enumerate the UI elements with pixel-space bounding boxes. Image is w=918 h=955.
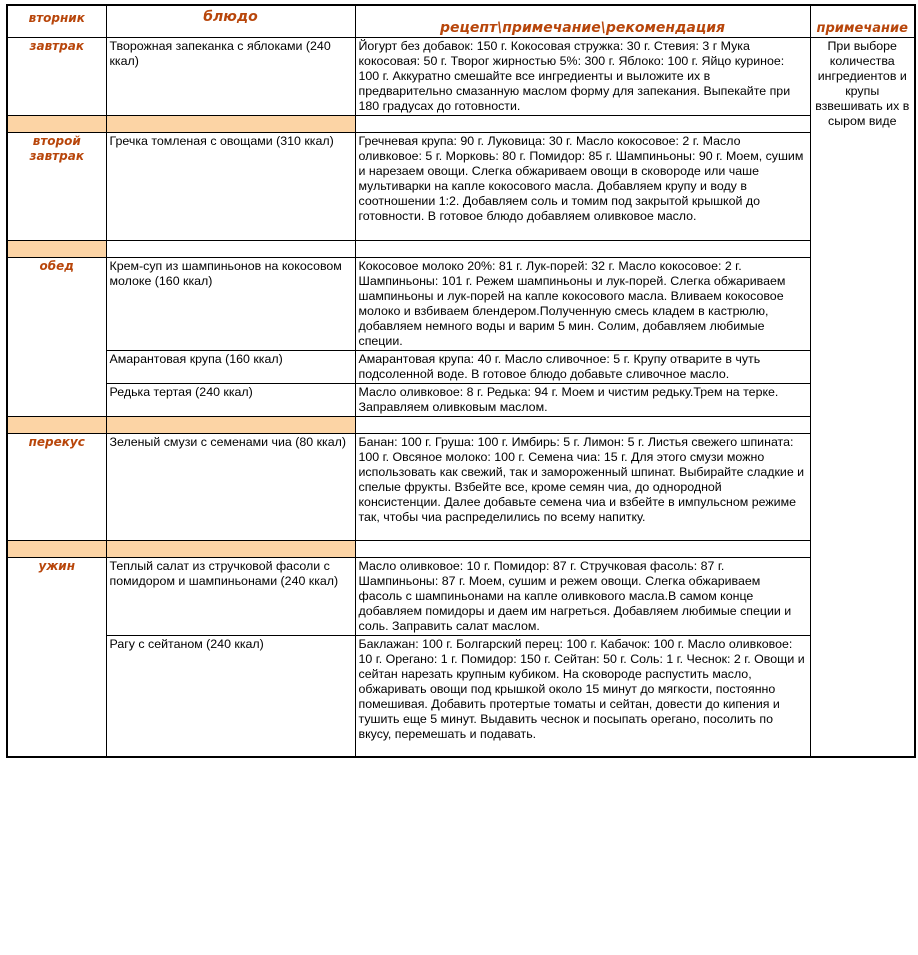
separator-cell: [355, 115, 810, 132]
separator-cell: [106, 240, 355, 257]
dish-header: блюдо: [106, 5, 355, 37]
separator-cell: [7, 540, 106, 557]
table-row: [7, 350, 915, 383]
meal-label-snack: перекус: [7, 433, 106, 540]
dish-cell: Редька тертая (240 ккал): [106, 383, 355, 416]
table-row: [7, 37, 915, 115]
recipe-cell: Масло оливковое: 10 г. Помидор: 87 г. Стручковая фасоль: 87 г. Шампиньоны: 87 г. Моем, сушим и режем овощи. Слегка обжариваем фасоль с шампиньонами на капле оливкового масла.В самом конце добавляем помидоры и даем им нагреться. Добавляем любимые специи и соль. Заправить салат маслом.: [355, 557, 810, 635]
meal-label-lunch: обед: [7, 257, 106, 416]
recipe-cell: Баклажан: 100 г. Болгарский перец: 100 г. Кабачок: 100 г. Масло оливковое: 10 г. Орегано: 1 г. Помидор: 150 г. Сейтан: 50 г. Соль: 1 г. Чеснок: 2 г. Овощи и сейтан нарезать крупным кубиком. На сковороде распустить масло, обжаривать овощи под крышкой около 15 минут до мягкости, постоянно помешивая. Добавить протертые томаты и сейтан, довести до кипения и тушить еще 5 минут. Выдавить чеснок и посыпать орегано, посолить по вкусу, перемешать и подавать.: [355, 635, 810, 757]
dish-cell: Крем-суп из шампиньонов на кокосовом молоке (160 ккал): [106, 257, 355, 350]
separator-cell: [106, 115, 355, 132]
meal-plan-table: [6, 4, 916, 758]
side-note: При выборе количества ингредиентов и крупы взвешивать их в сыром виде: [810, 37, 915, 757]
dish-cell: Рагу с сейтаном (240 ккал): [106, 635, 355, 757]
separator-cell: [355, 540, 810, 557]
table-row: [7, 257, 915, 350]
recipe-cell: Йогурт без добавок: 150 г. Кокосовая стружка: 30 г. Стевия: 3 г Мука кокосовая: 50 г. Творог жирностью 5%: 300 г. Яблоко: 100 г. Яйцо куриное: 100 г. Аккуратно смешайте все ингредиенты и выложите их в предварительно смазанную маслом форму для запекания. Выпекайте при 180 градусах до готовности.: [355, 37, 810, 115]
header-row: [7, 5, 915, 37]
separator-cell: [7, 240, 106, 257]
table-row: [7, 635, 915, 757]
meal-label-dinner: ужин: [7, 557, 106, 757]
separator-cell: [355, 416, 810, 433]
separator-row: [7, 540, 915, 557]
separator-cell: [7, 416, 106, 433]
dish-cell: Зеленый смузи с семенами чиа (80 ккал): [106, 433, 355, 540]
separator-cell: [106, 416, 355, 433]
dish-cell: Амарантовая крупа (160 ккал): [106, 350, 355, 383]
table-row: [7, 383, 915, 416]
separator-row: [7, 240, 915, 257]
table-row: [7, 433, 915, 540]
table-row: [7, 557, 915, 635]
table-row: [7, 132, 915, 240]
separator-cell: [7, 115, 106, 132]
separator-cell: [355, 240, 810, 257]
day-header: вторник: [7, 5, 106, 37]
meal-label-second-breakfast: второй завтрак: [7, 132, 106, 240]
recipe-cell: Масло оливковое: 8 г. Редька: 94 г. Моем и чистим редьку.Трем на терке. Заправляем оливковым маслом.: [355, 383, 810, 416]
meal-label-breakfast: завтрак: [7, 37, 106, 115]
separator-row: [7, 416, 915, 433]
recipe-cell: Банан: 100 г. Груша: 100 г. Имбирь: 5 г. Лимон: 5 г. Листья свежего шпината: 100 г. Овсяное молоко: 100 г. Семена чиа: 15 г. Для этого смузи можно использовать как свежий, так и замороженный шпинат. Выбирайте сладкие и спелые фрукты. Взбейте все, кроме семян чиа, до однородной консистенции. Далее добавьте семена чиа и взбейте в импульсном режиме так, чтобы чиа распределились по всему напитку.: [355, 433, 810, 540]
dish-cell: Теплый салат из стручковой фасоли с помидором и шампиньонами (240 ккал): [106, 557, 355, 635]
recipe-header: рецепт\примечание\рекомендация: [355, 5, 810, 37]
separator-row: [7, 115, 915, 132]
note-header: примечание: [810, 5, 915, 37]
recipe-cell: Амарантовая крупа: 40 г. Масло сливочное: 5 г. Крупу отварите в чуть подсоленной воде. В готовое блюдо добавьте сливочное масло.: [355, 350, 810, 383]
recipe-cell: Кокосовое молоко 20%: 81 г. Лук-порей: 32 г. Масло кокосовое: 2 г. Шампиньоны: 101 г. Режем шампиньоны и лук-порей. Слегка обжариваем шампиньоны и лук-порей на капле кокосового масла. Вливаем кокосовое молоко и взбиваем блендером.Полученную смесь кладем в кастрюлю, добавляем немного воды и варим 5 мин. Солим, добавляем любимые специи.: [355, 257, 810, 350]
dish-cell: Гречка томленая с овощами (310 ккал): [106, 132, 355, 240]
recipe-cell: Гречневая крупа: 90 г. Луковица: 30 г. Масло кокосовое: 2 г. Масло оливковое: 5 г. Морковь: 80 г. Помидор: 85 г. Шампиньоны: 90 г. Моем, сушим и нарезаем овощи. Слегка обжариваем овощи в сковороде или чаше мультиварки на капле кокосового масла. Добавляем крупу и воду в соотношении 1:2. Добавляем соль и томим под закрытой крышкой до готовности. В готовое блюдо добавляем оливковое масло.: [355, 132, 810, 240]
separator-cell: [106, 540, 355, 557]
dish-cell: Творожная запеканка с яблоками (240 ккал): [106, 37, 355, 115]
